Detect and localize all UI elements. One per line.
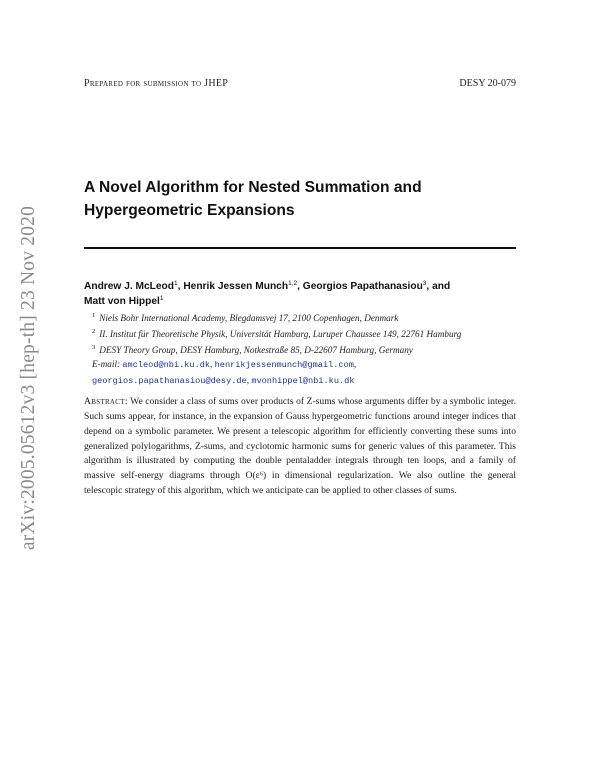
affiliations <box>92 310 532 358</box>
report-number: DESY 20-079 <box>459 78 516 89</box>
email-block: E-mail: amcleod@nbi.ku.dk, henrikjessenmunch@gmail.com, georgios.papathanasiou@desy.de, mvonhippel@nbi.ku.dk <box>92 359 357 386</box>
email-link[interactable]: henrikjessenmunch@gmail.com <box>214 360 354 370</box>
abstract-label: Abstract: <box>84 396 128 407</box>
submission-note: Prepared for submission to JHEP <box>84 78 229 89</box>
affiliation: $^1$ Niels Bohr International Academy, Blegdamsvej 17, 2100 Copenhagen, Denmark <box>92 312 399 323</box>
affiliation: $^3$ DESY Theory Group, DESY Hamburg, Notkestraße 85, D-22607 Hamburg, Germany <box>92 344 413 355</box>
email-link[interactable]: mvonhippel@nbi.ku.dk <box>251 376 355 386</box>
author: Georgios Papathanasiou$^3$ <box>302 280 427 292</box>
email-link[interactable]: amcleod@nbi.ku.dk <box>122 360 211 370</box>
page-header <box>84 78 516 89</box>
paper-title: A Novel Algorithm for Nested Summation and Hypergeometric Expansions <box>84 179 422 219</box>
author: Andrew J. McLeod$^1$ <box>84 280 178 292</box>
author: Matt von Hippel$^1$ <box>84 295 164 307</box>
author: Henrik Jessen Munch$^{1,2}$ <box>183 280 298 292</box>
arxiv-stamp <box>14 202 44 554</box>
arxiv-stamp-text: arXiv:2005.05612v3 [hep-th] 23 Nov 2020 <box>18 205 39 551</box>
email-link[interactable]: georgios.papathanasiou@desy.de <box>92 376 247 386</box>
abstract-text: We consider a class of sums over products of Z-sums whose arguments differ by a symbolic integer. Such sums appear, for instance, in the expansion of Gauss hypergeometric functions around integer indices that depend on a symbolic parameter. We present a telescopic algorithm for efficiently converting these sums into generalized polylogarithms, Z-sums, and cyclotomic harmonic sums for generic values of this parameter. This algorithm is illustrated by computing the double pentaladder integrals through ten loops, and a family of massive self-energy diagrams through O(ε⁶) in dimensional regularization. We also outline the general telescopic strategy of this algorithm, which we anticipate can be applied to other classes of sums. <box>84 396 516 497</box>
email-label: E-mail: <box>92 359 121 369</box>
abstract <box>84 395 516 499</box>
affiliation: $^2$ II. Institut für Theoretische Physik, Universität Hamburg, Luruper Chaussee 149, 22761 Hamburg <box>92 328 462 339</box>
title-rule <box>84 247 516 249</box>
author-list: Andrew J. McLeod$^1$, Henrik Jessen Munch$^{1,2}$, Georgios Papathanasiou$^3$, and Matt von Hippel$^1$ <box>84 280 451 307</box>
